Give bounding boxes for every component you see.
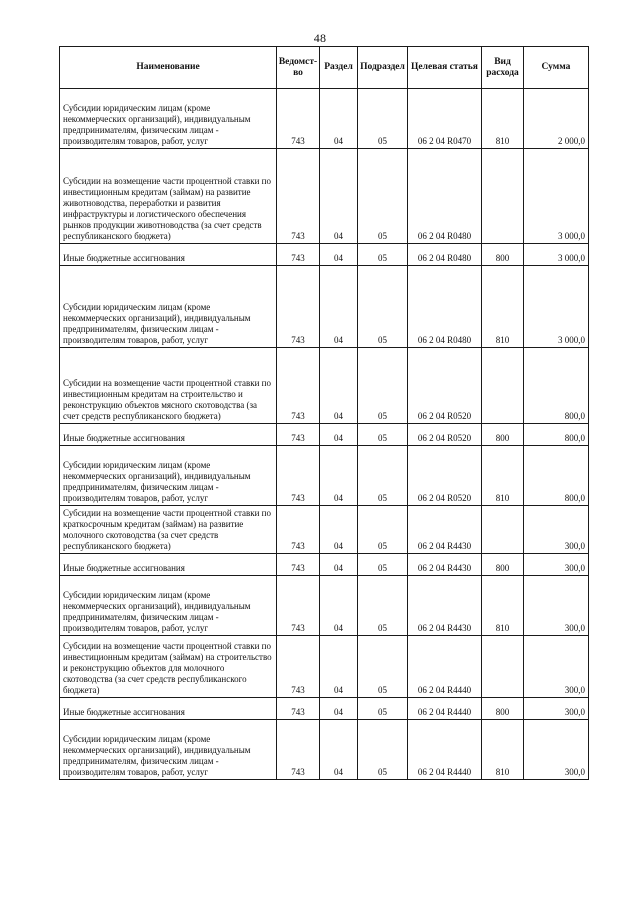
row-amount: 300,0 [524,636,589,698]
table-header [60,47,589,89]
row-target: 06 2 04 R0470 [408,89,482,149]
row-section: 04 [320,636,358,698]
row-dept: 743 [277,720,320,780]
row-dept: 743 [277,636,320,698]
row-expense-type [482,506,524,554]
row-name: Иные бюджетные ассигнования [60,554,277,576]
row-target: 06 2 04 R4440 [408,698,482,720]
row-subsection: 05 [358,446,408,506]
row-dept: 743 [277,554,320,576]
row-target: 06 2 04 R0480 [408,244,482,266]
row-amount: 300,0 [524,720,589,780]
row-amount: 3 000,0 [524,266,589,348]
row-target: 06 2 04 R4440 [408,636,482,698]
row-dept: 743 [277,446,320,506]
table-row [60,348,589,424]
row-expense-type [482,149,524,244]
header-row [60,47,589,89]
table-row [60,720,589,780]
row-expense-type: 810 [482,266,524,348]
table-row [60,698,589,720]
row-dept: 743 [277,698,320,720]
row-subsection: 05 [358,348,408,424]
row-name: Субсидии юридическим лицам (кроме некоммерческих организаций), индивидуальным предпринимателям, физическим лицам - производителям товаров, работ, услуг [60,266,277,348]
table-row [60,149,589,244]
row-amount: 800,0 [524,348,589,424]
row-expense-type: 810 [482,576,524,636]
row-section: 04 [320,89,358,149]
row-name: Субсидии юридическим лицам (кроме некоммерческих организаций), индивидуальным предпринимателям, физическим лицам - производителям товаров, работ, услуг [60,720,277,780]
table-row [60,89,589,149]
row-section: 04 [320,149,358,244]
header-amount: Сумма [524,47,589,89]
row-expense-type: 800 [482,424,524,446]
row-name: Субсидии юридическим лицам (кроме некоммерческих организаций), индивидуальным предпринимателям, физическим лицам - производителям товаров, работ, услуг [60,446,277,506]
header-target: Целевая статья [408,47,482,89]
row-section: 04 [320,698,358,720]
row-name: Субсидии на возмещение части процентной ставки по инвестиционным кредитам (займам) на строительство и реконструкцию объектов для молочного скотоводства (за счет средств республиканского бюджета) [60,636,277,698]
row-dept: 743 [277,348,320,424]
row-expense-type: 800 [482,244,524,266]
row-subsection: 05 [358,720,408,780]
table-row [60,244,589,266]
row-expense-type: 800 [482,698,524,720]
table-row [60,424,589,446]
row-subsection: 05 [358,576,408,636]
row-target: 06 2 04 R4430 [408,506,482,554]
row-target: 06 2 04 R4430 [408,576,482,636]
row-amount: 3 000,0 [524,244,589,266]
row-amount: 300,0 [524,576,589,636]
row-expense-type [482,636,524,698]
table-row [60,554,589,576]
row-target: 06 2 04 R0520 [408,424,482,446]
row-target: 06 2 04 R0520 [408,348,482,424]
row-name: Иные бюджетные ассигнования [60,244,277,266]
row-subsection: 05 [358,424,408,446]
row-subsection: 05 [358,636,408,698]
row-subsection: 05 [358,89,408,149]
row-amount: 3 000,0 [524,149,589,244]
row-section: 04 [320,576,358,636]
budget-table [59,46,589,780]
row-name: Субсидии юридическим лицам (кроме некоммерческих организаций), индивидуальным предпринимателям, физическим лицам - производителям товаров, работ, услуг [60,89,277,149]
row-amount: 800,0 [524,446,589,506]
table-row [60,266,589,348]
row-name: Субсидии на возмещение части процентной ставки по краткосрочным кредитам (займам) на развитие молочного скотоводства (за счет средств республиканского бюджета) [60,506,277,554]
row-dept: 743 [277,266,320,348]
row-amount: 800,0 [524,424,589,446]
row-expense-type: 810 [482,720,524,780]
row-amount: 2 000,0 [524,89,589,149]
row-subsection: 05 [358,244,408,266]
row-section: 04 [320,554,358,576]
row-target: 06 2 04 R0480 [408,149,482,244]
row-section: 04 [320,266,358,348]
header-subsection: Подраздел [358,47,408,89]
row-name: Субсидии юридическим лицам (кроме некоммерческих организаций), индивидуальным предпринимателям, физическим лицам - производителям товаров, работ, услуг [60,576,277,636]
row-amount: 300,0 [524,554,589,576]
row-section: 04 [320,720,358,780]
row-dept: 743 [277,424,320,446]
row-target: 06 2 04 R4440 [408,720,482,780]
row-amount: 300,0 [524,506,589,554]
row-name: Иные бюджетные ассигнования [60,698,277,720]
row-subsection: 05 [358,266,408,348]
row-dept: 743 [277,576,320,636]
row-dept: 743 [277,149,320,244]
row-dept: 743 [277,506,320,554]
row-dept: 743 [277,244,320,266]
row-name: Субсидии на возмещение части процентной ставки по инвестиционным кредитам (займам) на развитие животноводства, переработки и развития инфраструктуры и логистического обеспечения рынков продукции животноводства (за счет средств республиканского бюджета) [60,149,277,244]
table-body [60,89,589,780]
row-expense-type: 810 [482,89,524,149]
row-section: 04 [320,446,358,506]
row-target: 06 2 04 R0520 [408,446,482,506]
row-subsection: 05 [358,506,408,554]
row-name: Иные бюджетные ассигнования [60,424,277,446]
table-row [60,446,589,506]
table-row [60,576,589,636]
table-row [60,506,589,554]
row-expense-type [482,348,524,424]
row-section: 04 [320,424,358,446]
row-name: Субсидии на возмещение части процентной ставки по инвестиционным кредитам на строительство и реконструкцию объектов мясного скотоводства (за счет средств республиканского бюджета) [60,348,277,424]
row-target: 06 2 04 R0480 [408,266,482,348]
row-section: 04 [320,244,358,266]
row-amount: 300,0 [524,698,589,720]
header-section: Раздел [320,47,358,89]
header-dept: Ведомст-во [277,47,320,89]
row-subsection: 05 [358,698,408,720]
row-expense-type: 800 [482,554,524,576]
row-section: 04 [320,506,358,554]
row-dept: 743 [277,89,320,149]
row-subsection: 05 [358,554,408,576]
row-expense-type: 810 [482,446,524,506]
header-expense-type: Вид расхода [482,47,524,89]
header-name: Наименование [60,47,277,89]
row-subsection: 05 [358,149,408,244]
row-target: 06 2 04 R4430 [408,554,482,576]
page-number: 48 [313,31,327,45]
table-row [60,636,589,698]
row-section: 04 [320,348,358,424]
